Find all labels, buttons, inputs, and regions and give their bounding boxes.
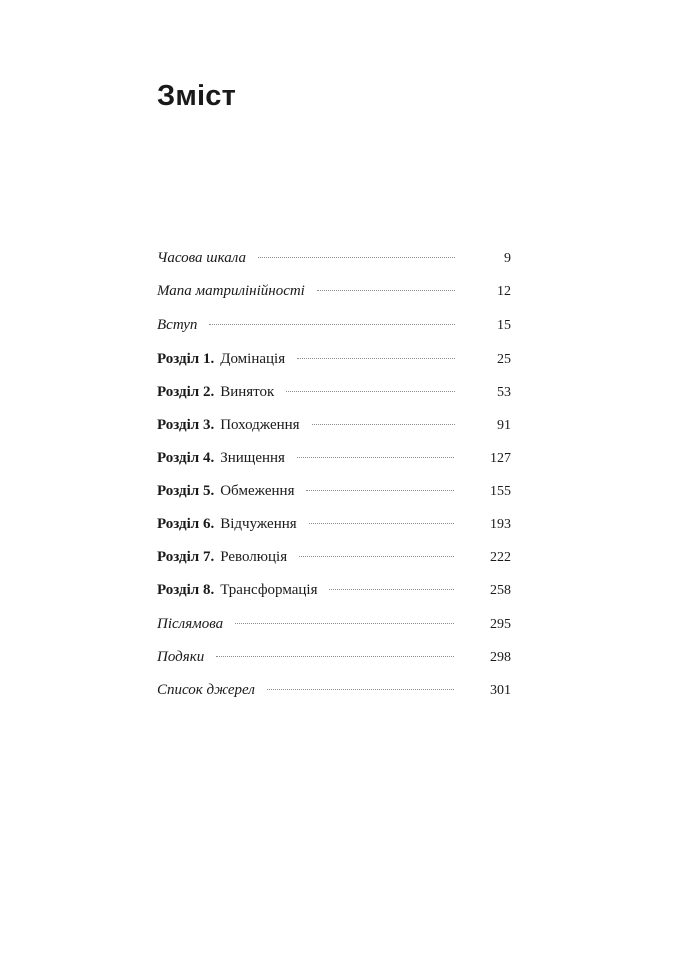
toc-entry-chapter-1[interactable] (157, 351, 511, 373)
chapter-number: Розділ 7. (157, 549, 215, 565)
toc-page-number: 301 (490, 683, 511, 698)
dot-leader (216, 656, 454, 657)
toc-page-number: 9 (504, 251, 511, 266)
toc-page-number: 91 (497, 418, 511, 433)
toc-entry-label: Післямова (157, 616, 224, 632)
toc-entry-label: Вступ (157, 317, 198, 333)
chapter-title: Виняток (220, 384, 275, 400)
chapter-number: Розділ 2. (157, 384, 215, 400)
toc-entry-chapter-2[interactable] (157, 384, 511, 406)
chapter-number: Розділ 1. (157, 351, 215, 367)
chapter-title: Домінація (220, 351, 286, 367)
toc-entry-chapter-5[interactable] (157, 483, 511, 505)
toc-entry-introduction[interactable] (157, 317, 511, 339)
dot-leader (267, 689, 454, 690)
toc-page-number: 222 (490, 550, 511, 565)
toc-entry-label: Список джерел (157, 682, 255, 698)
toc-page-number: 12 (497, 284, 511, 299)
dot-leader (299, 556, 454, 557)
dot-leader (309, 523, 454, 524)
dot-leader (297, 457, 454, 458)
toc-page-number: 295 (490, 617, 511, 632)
toc-page-number: 193 (490, 517, 511, 532)
chapter-number: Розділ 5. (157, 483, 215, 499)
chapter-title: Відчуження (220, 516, 297, 532)
toc-page-number: 53 (497, 385, 511, 400)
toc-entry-label: Мапа матрилінійності (157, 283, 305, 299)
toc-page-number: 155 (490, 484, 511, 499)
dot-leader (286, 391, 455, 392)
toc-entry-label: Подяки (157, 649, 205, 665)
toc-entry-timeline[interactable] (157, 250, 511, 272)
dot-leader (297, 358, 455, 359)
toc-page-number: 258 (490, 583, 511, 598)
dot-leader (312, 424, 455, 425)
dot-leader (209, 324, 455, 325)
toc-page-number: 15 (497, 318, 511, 333)
chapter-title: Обмеження (220, 483, 295, 499)
chapter-number: Розділ 6. (157, 516, 215, 532)
toc-page-number: 298 (490, 650, 511, 665)
chapter-title: Революція (220, 549, 288, 565)
toc-entry-chapter-6[interactable] (157, 516, 511, 538)
toc-entry-chapter-3[interactable] (157, 417, 511, 439)
toc-entry-chapter-8[interactable] (157, 582, 511, 604)
dot-leader (235, 623, 454, 624)
toc-entry-acknowledgements[interactable] (157, 649, 511, 671)
toc-entry-label: Часова шкала (157, 250, 246, 266)
chapter-title: Походження (220, 417, 300, 433)
toc-entry-bibliography[interactable] (157, 682, 511, 704)
toc-page-number: 127 (490, 451, 511, 466)
dot-leader (258, 257, 455, 258)
chapter-number: Розділ 8. (157, 582, 215, 598)
dot-leader (317, 290, 455, 291)
toc-page-number: 25 (497, 352, 511, 367)
dot-leader (306, 490, 454, 491)
chapter-title: Знищення (220, 450, 285, 466)
chapter-number: Розділ 4. (157, 450, 215, 466)
chapter-number: Розділ 3. (157, 417, 215, 433)
chapter-title: Трансформація (220, 582, 318, 598)
dot-leader (329, 589, 454, 590)
page-title: Зміст (157, 80, 237, 112)
table-of-contents (157, 250, 511, 715)
toc-entry-afterword[interactable] (157, 616, 511, 638)
toc-entry-matrilineality-map[interactable] (157, 283, 511, 305)
toc-entry-chapter-7[interactable] (157, 549, 511, 571)
toc-entry-chapter-4[interactable] (157, 450, 511, 472)
